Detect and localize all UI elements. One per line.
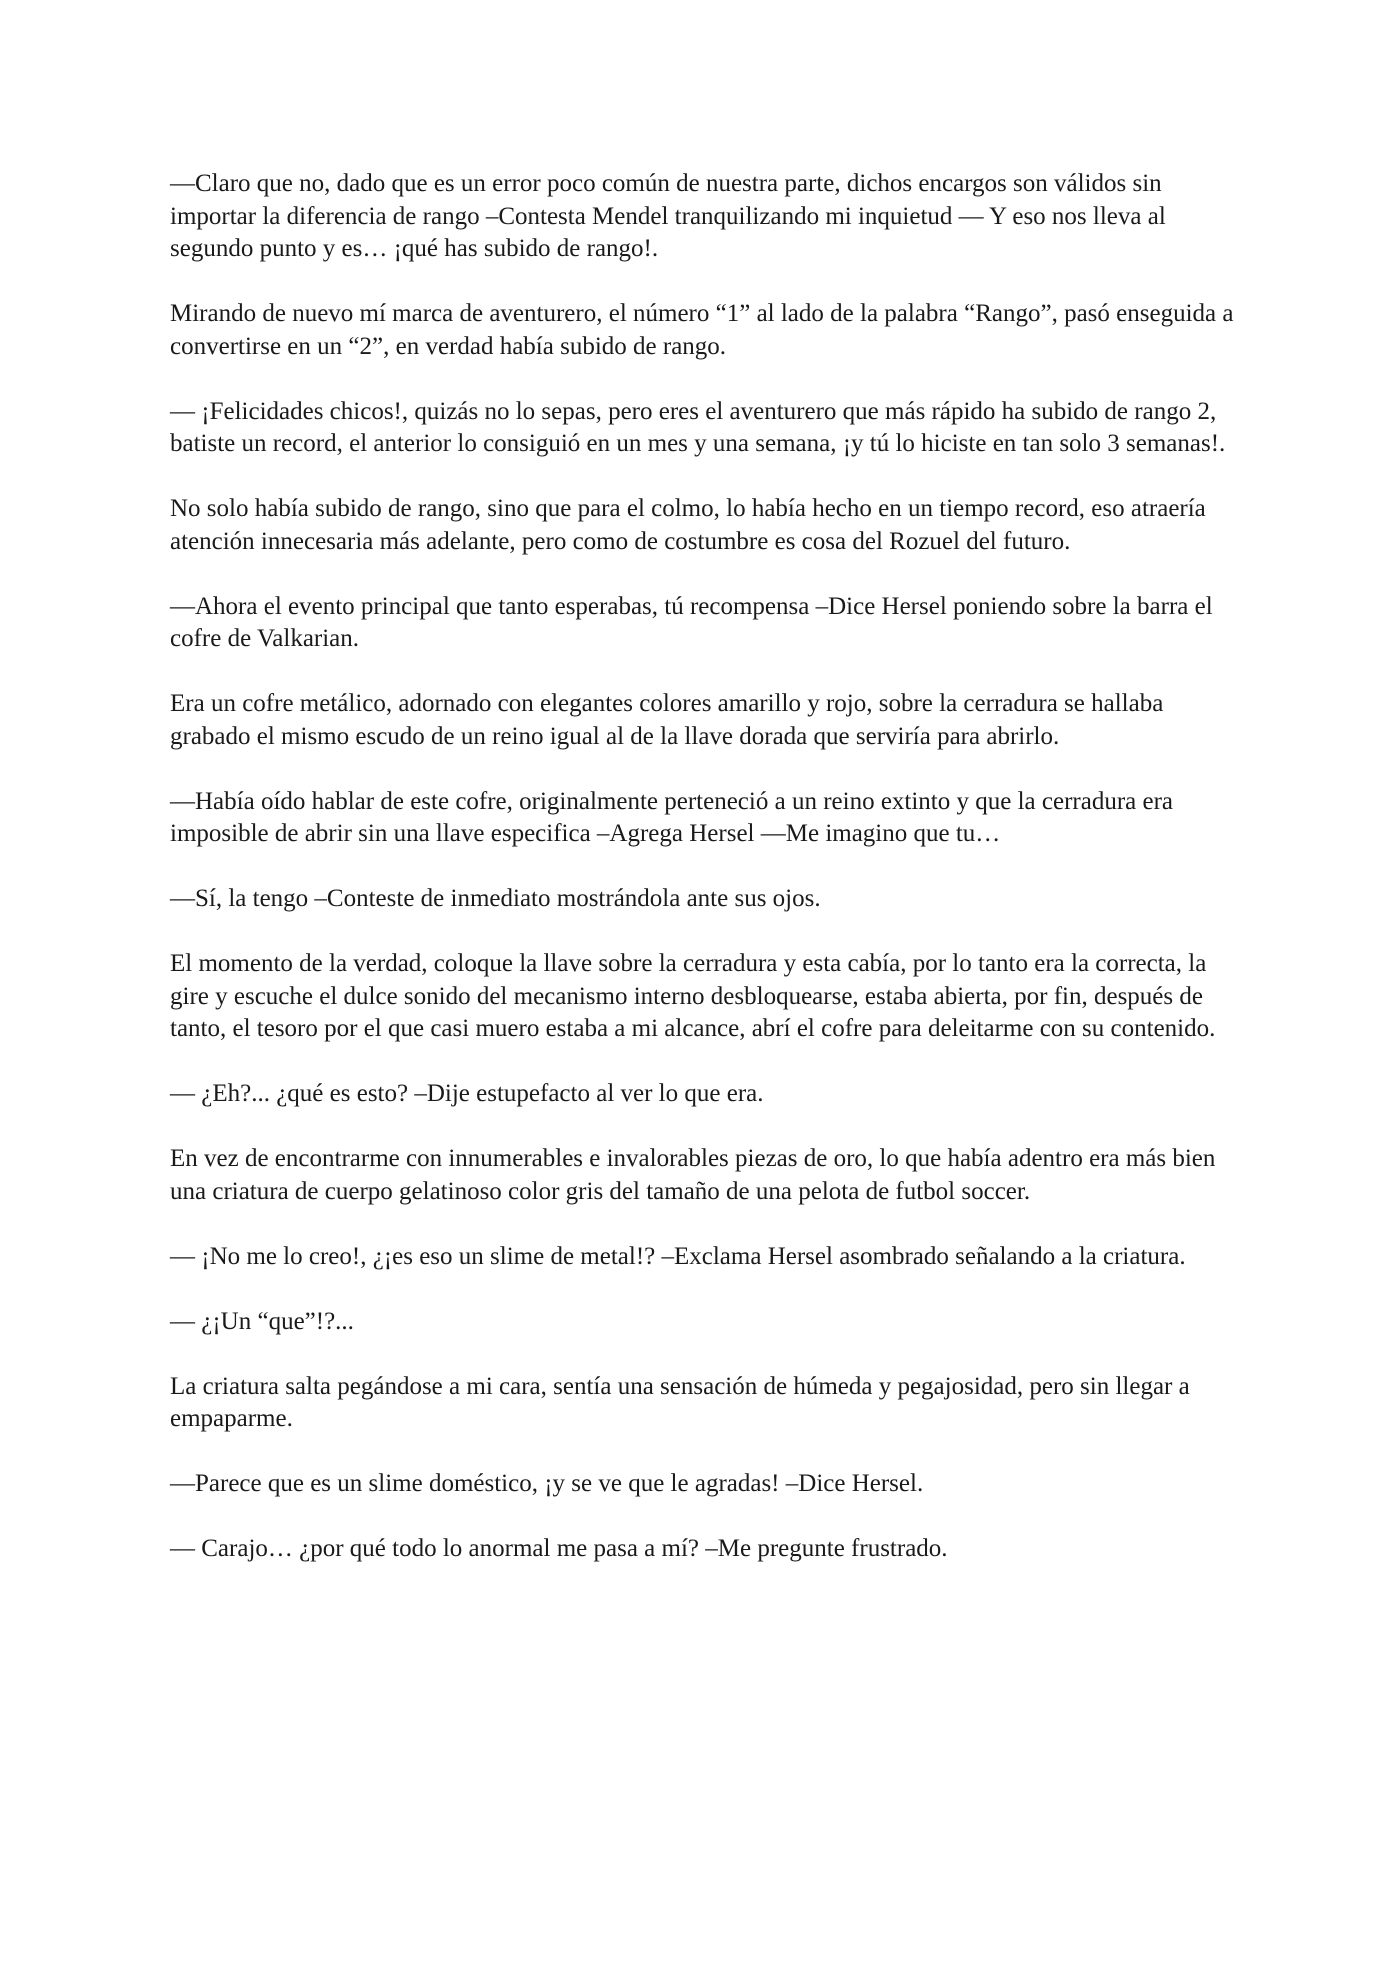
paragraph: El momento de la verdad, coloque la llave sobre la cerradura y esta cabía, por lo tanto era la correcta, la gire y escuche el dulce sonido del mecanismo interno desbloquearse, estaba abierta, por fin, después de tanto, el tesoro por el que casi muero estaba a mi alcance, abrí el cofre para deleitarme con su contenido. (170, 950, 1216, 1042)
body-text (170, 168, 1250, 1598)
paragraph: — ¿Eh?... ¿qué es esto? –Dije estupefacto al ver lo que era. (170, 1080, 764, 1107)
paragraph: —Sí, la tengo –Conteste de inmediato mostrándola ante sus ojos. (170, 885, 821, 912)
paragraph: —Había oído hablar de este cofre, originalmente perteneció a un reino extinto y que la cerradura era imposible de abrir sin una llave especifica –Agrega Hersel —Me imagino que tu… (170, 787, 1174, 847)
paragraph: No solo había subido de rango, sino que para el colmo, lo había hecho en un tiempo record, eso atraería atención innecesaria más adelante, pero como de costumbre es cosa del Rozuel del futuro. (170, 495, 1206, 555)
paragraph: En vez de encontrarme con innumerables e invalorables piezas de oro, lo que había adentro era más bien una criatura de cuerpo gelatinoso color gris del tamaño de una pelota de futbol soccer. (170, 1145, 1216, 1205)
paragraph: — ¿¡Un “que”!?... (170, 1307, 354, 1335)
paragraph: — ¡No me lo creo!, ¿¡es eso un slime de metal!? –Exclama Hersel asombrado señalando a la criatura. (170, 1242, 1186, 1270)
paragraph: —Ahora el evento principal que tanto esperabas, tú recompensa –Dice Hersel poniendo sobre la barra el cofre de Valkarian. (170, 592, 1213, 652)
paragraph: —Claro que no, dado que es un error poco común de nuestra parte, dichos encargos son válidos sin importar la diferencia de rango –Contesta Mendel tranquilizando mi inquietud — Y eso nos lleva al segundo punto y es… ¡qué has subido de rango!. (170, 170, 1166, 262)
paragraph: La criatura salta pegándose a mi cara, sentía una sensación de húmeda y pegajosidad, pero sin llegar a empaparme. (170, 1372, 1190, 1432)
paragraph: Era un cofre metálico, adornado con elegantes colores amarillo y rojo, sobre la cerradura se hallaba grabado el mismo escudo de un reino igual al de la llave dorada que serviría para abrirlo. (170, 690, 1164, 750)
paragraph: Mirando de nuevo mí marca de aventurero, el número “1” al lado de la palabra “Rango”, pasó enseguida a convertirse en un “2”, en verdad había subido de rango. (170, 300, 1234, 360)
paragraph: — ¡Felicidades chicos!, quizás no lo sepas, pero eres el aventurero que más rápido ha subido de rango 2, batiste un record, el anterior lo consiguió en un mes y una semana, ¡y tú lo hiciste en tan solo 3 semanas!. (170, 397, 1226, 457)
paragraph: —Parece que es un slime doméstico, ¡y se ve que le agradas! –Dice Hersel. (170, 1470, 924, 1497)
paragraph: — Carajo… ¿por qué todo lo anormal me pasa a mí? –Me pregunte frustrado. (170, 1535, 948, 1562)
